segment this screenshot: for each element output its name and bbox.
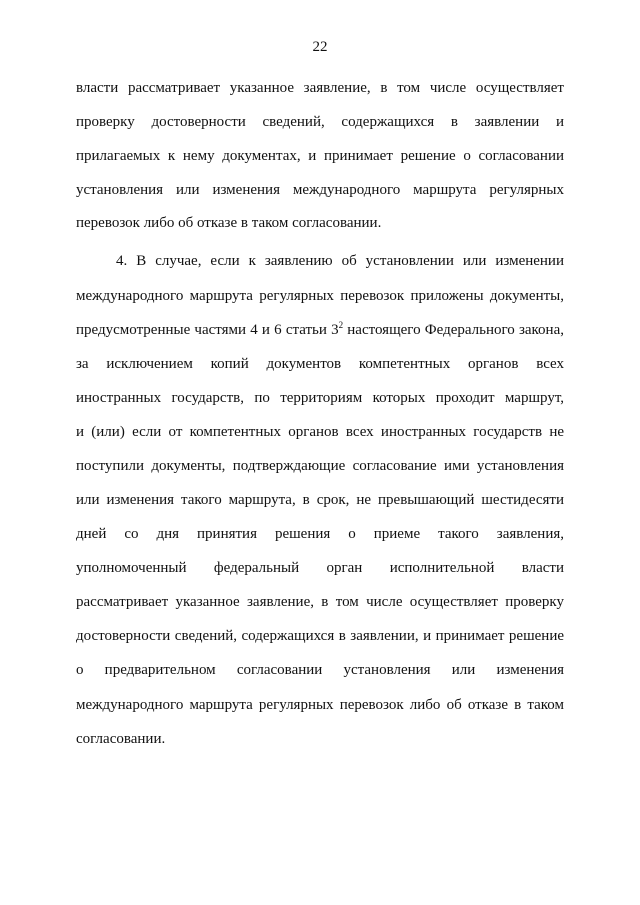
paragraph2-line-3-text: предусмотренные частями 4 и 6 статьи 3 (76, 322, 339, 338)
paragraph2-line-13: о предварительном согласовании установления или изменения (76, 662, 564, 678)
paragraph2-line-14: международного маршрута регулярных перевозок либо об отказе в таком (76, 697, 564, 713)
paragraph1-line-3: прилагаемых к нему документах, и принимает решение о согласовании (76, 148, 564, 164)
paragraph2-line-6: и (или) если от компетентных органов всех иностранных государств не (76, 424, 564, 440)
paragraph2-line-4: за исключением копий документов компетентных органов всех (76, 356, 564, 372)
paragraph2-line-1: 4. В случае, если к заявлению об установлении или изменении (116, 253, 564, 269)
paragraph2-line-3-tail: настоящего Федерального закона, (343, 322, 564, 338)
page-number: 22 (312, 39, 328, 55)
paragraph2-line-2: международного маршрута регулярных перевозок приложены документы, (76, 288, 564, 304)
paragraph1-line-5: перевозок либо об отказе в таком согласовании. (76, 215, 382, 231)
paragraph2-line-12: достоверности сведений, содержащихся в заявлении, и принимает решение (76, 628, 564, 644)
paragraph2-line-15: согласовании. (76, 731, 166, 747)
paragraph2-line-9: дней со дня принятия решения о приеме такого заявления, (76, 526, 564, 542)
paragraph1-line-4: установления или изменения международного маршрута регулярных (76, 182, 564, 198)
paragraph2-line-8: или изменения такого маршрута, в срок, не превышающий шестидесяти (76, 492, 564, 508)
superscript-article-number: 2 (338, 320, 344, 330)
paragraph1-line-2: проверку достоверности сведений, содержащихся в заявлении и (76, 114, 564, 130)
paragraph2-line-7: поступили документы, подтверждающие согласование ими установления (76, 458, 564, 474)
paragraph2-line-3 (76, 319, 564, 341)
paragraph1-line-1: власти рассматривает указанное заявление, в том числе осуществляет (76, 80, 564, 96)
paragraph2-line-5: иностранных государств, по территориям которых проходит маршрут, (76, 390, 564, 406)
paragraph2-line-10: уполномоченный федеральный орган исполнительной власти (76, 560, 564, 576)
paragraph2-line-11: рассматривает указанное заявление, в том числе осуществляет проверку (76, 594, 564, 610)
